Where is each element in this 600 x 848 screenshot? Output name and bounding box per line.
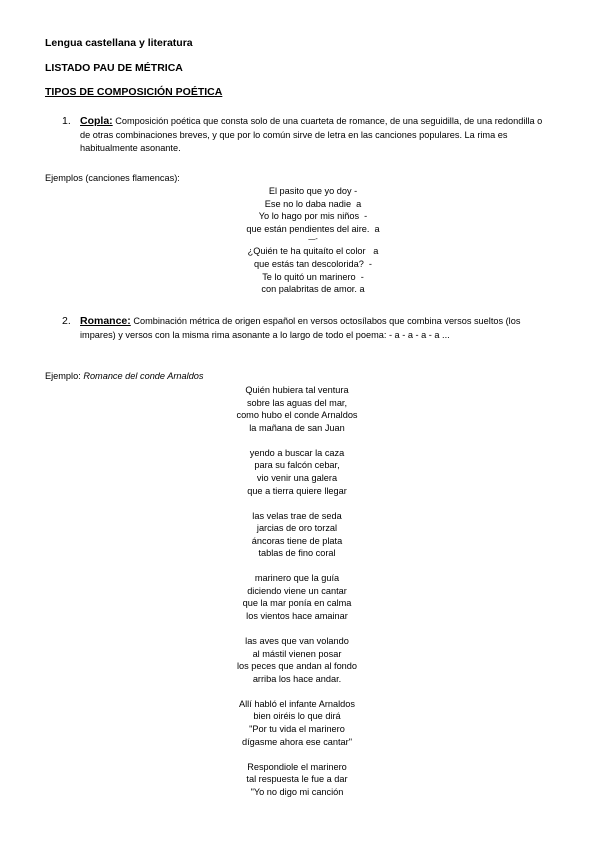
romance-stanza xyxy=(0,635,597,685)
copla-stanza-2 xyxy=(13,245,600,295)
poem-line: Yo lo hago por mis niños - xyxy=(258,211,368,222)
poem-line: ¿Quién te ha quitaíto el color a xyxy=(247,246,379,257)
poem-line: diciendo viene un cantar xyxy=(247,585,347,596)
definition-copla: Composición poética que consta solo de una cuarteta de romance, de una seguidilla, de una redondilla o de otras combinaciones breves, y que por lo común sirve de letra en las canciones populares. La rima es habitualmente asonante. xyxy=(80,116,543,153)
romance-stanza xyxy=(0,510,597,560)
poem-line: "Por tu vida el marinero xyxy=(249,724,345,735)
list-item-romance xyxy=(62,315,554,342)
romance-stanza xyxy=(0,384,597,434)
romance-stanza xyxy=(0,572,597,622)
romance-stanza xyxy=(0,447,597,497)
romance-stanza xyxy=(0,761,597,799)
poem-line: bien oiréis lo que dirá xyxy=(253,711,341,722)
coplas-poem xyxy=(13,185,600,296)
term-copla: Copla: xyxy=(80,115,113,127)
example-label: Ejemplo: xyxy=(45,371,81,381)
poem-line: jarcias de oro torzal xyxy=(256,523,338,534)
copla-stanza-1 xyxy=(13,185,600,235)
poem-line: la mañana de san Juan xyxy=(249,422,345,433)
item-number: 2. xyxy=(62,315,71,327)
poem-line: como hubo el conde Arnaldos xyxy=(236,410,358,421)
poem-line: tal respuesta le fue a dar xyxy=(246,774,348,785)
poem-line: Ese no lo daba nadie a xyxy=(264,198,362,209)
poem-line: que estás tan descolorida? - xyxy=(254,258,372,269)
poem-line: El pasito que yo doy - xyxy=(268,186,358,196)
poem-line: "Yo no digo mi canción xyxy=(250,786,344,797)
poem-line: tablas de fino coral xyxy=(258,548,336,559)
poem-line: Allí habló el infante Arnaldos xyxy=(239,698,355,709)
list-title: LISTADO PAU DE MÉTRICA xyxy=(45,62,183,74)
poem-line: las aves que van volando xyxy=(245,636,349,647)
romance-poem xyxy=(0,384,597,811)
poem-line: Quién hubiera tal ventura xyxy=(245,385,349,395)
poem-line: los vientos hace amainar xyxy=(246,611,348,622)
item-number: 1. xyxy=(62,115,71,127)
poem-line: marinero que la guía xyxy=(254,573,340,584)
section-title: TIPOS DE COMPOSICIÓN POÉTICA xyxy=(45,86,223,98)
term-romance: Romance: xyxy=(80,315,131,327)
stanza-separator: —- xyxy=(308,236,318,244)
course-heading: Lengua castellana y literatura xyxy=(45,37,193,49)
poem-line: arriba los hace andar. xyxy=(252,673,342,684)
romance-stanza xyxy=(0,698,597,748)
poem-line: que la mar ponía en calma xyxy=(242,598,352,609)
example-label-romance xyxy=(45,371,204,381)
poem-line: áncoras tiene de plata xyxy=(251,535,343,546)
poem-line: los peces que andan al fondo xyxy=(236,661,358,672)
poem-line: vio venir una galera xyxy=(256,472,338,483)
list-item-copla xyxy=(62,115,554,156)
poem-line: Respondiole el marinero xyxy=(247,761,347,772)
poem-line: dígasme ahora ese cantar" xyxy=(241,736,352,747)
poem-line: Te lo quitó un marinero - xyxy=(262,271,364,282)
example-label-coplas: Ejemplos (canciones flamencas): xyxy=(45,173,180,183)
poem-line: sobre las aguas del mar, xyxy=(246,397,348,408)
poem-line: con palabritas de amor. a xyxy=(261,284,365,295)
poem-line: para su falcón cebar, xyxy=(254,460,340,471)
poem-line: yendo a buscar la caza xyxy=(249,447,345,458)
poem-line: las velas trae de seda xyxy=(252,510,342,521)
poem-line: al mástil vienen posar xyxy=(252,648,342,659)
poem-line: que a tierra quiere llegar xyxy=(247,485,347,496)
romance-title: Romance del conde Arnaldos xyxy=(83,371,204,381)
poem-line: que están pendientes del aire. a xyxy=(246,223,380,234)
definition-romance: Combinación métrica de origen español en versos octosílabos que combina versos sueltos (los impares) y versos con la misma rima asonante a lo largo de todo el poema: - a - a - a - a ... xyxy=(80,316,521,340)
